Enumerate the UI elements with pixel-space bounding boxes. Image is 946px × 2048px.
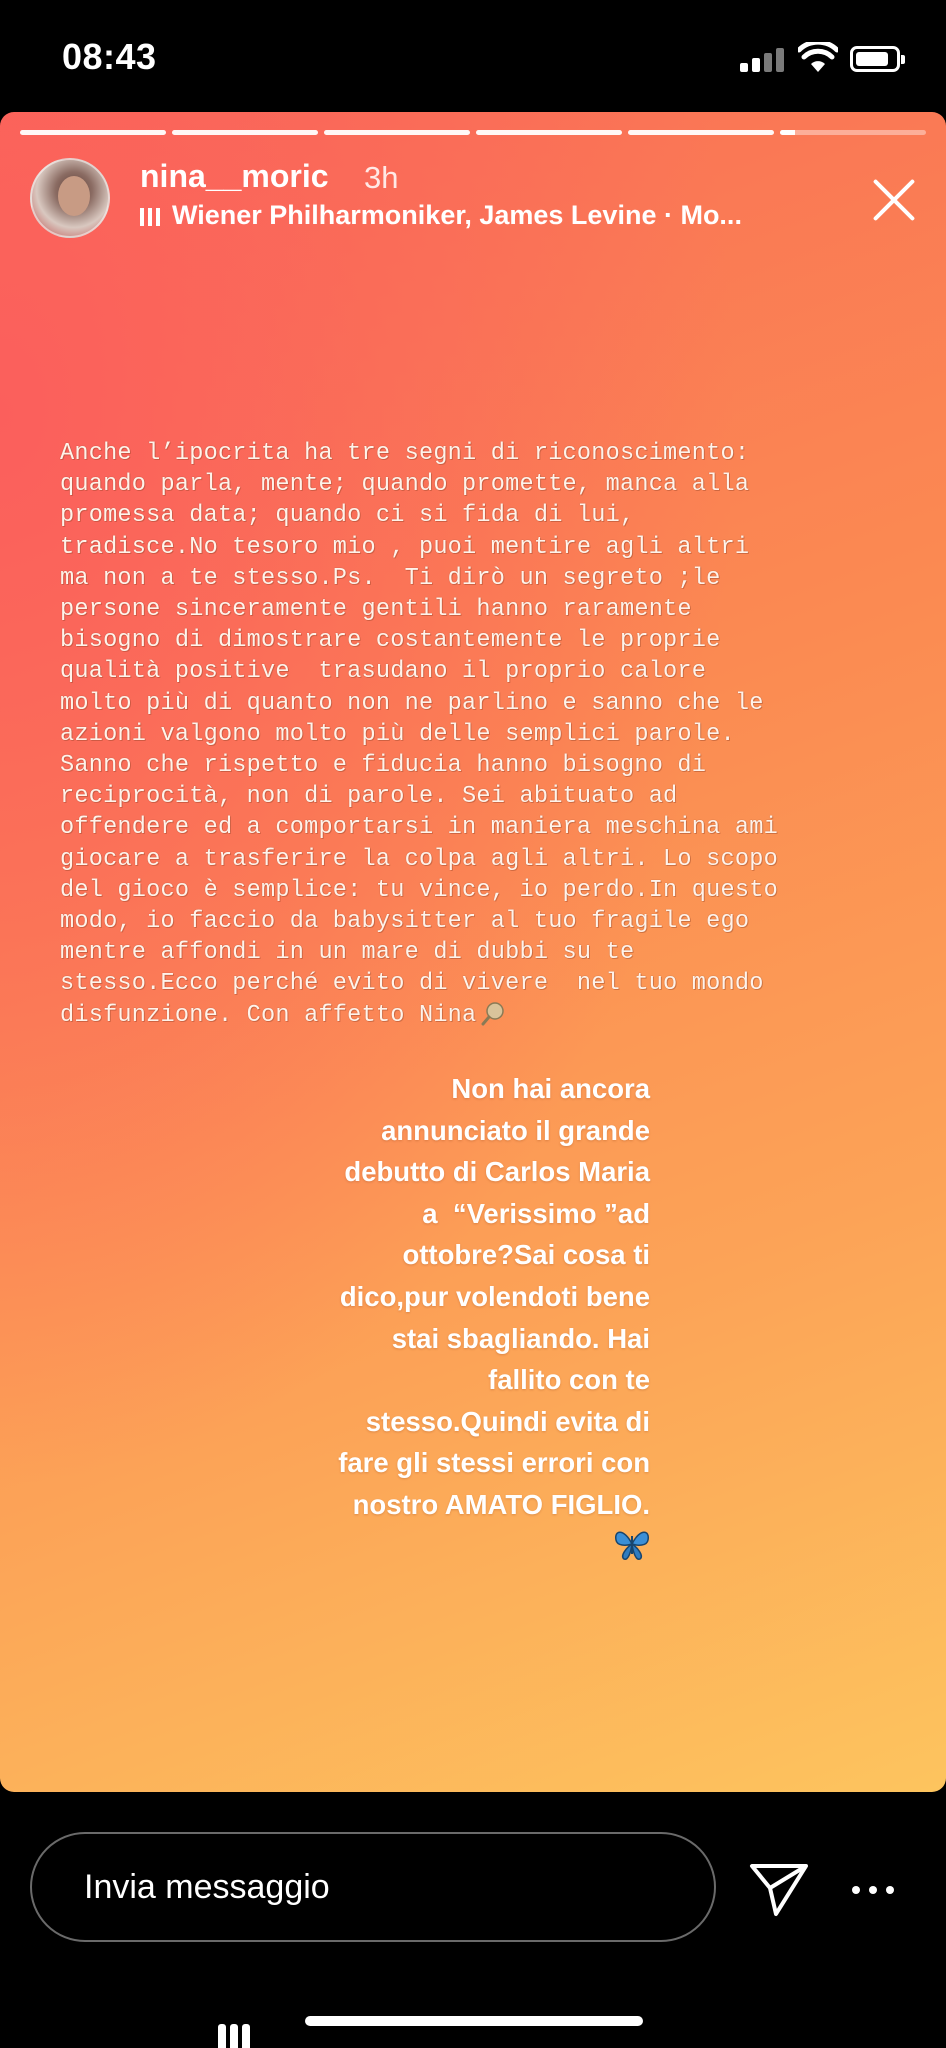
- progress-segment-current: [780, 130, 926, 135]
- status-time: 08:43: [62, 36, 157, 77]
- home-indicator[interactable]: [305, 2016, 643, 2026]
- story-time-ago: 3h: [364, 160, 399, 195]
- message-input[interactable]: [30, 1832, 716, 1942]
- story-reply-text: Non hai ancora annunciato il grande debutto di Carlos Maria a “Verissimo ”ad ottobre?Sai cosa ti dico,pur volendoti bene stai sbagliando. Hai fallito con te stesso.Quindi evita di fare gli stessi errori con nostro AMATO FIGLIO.: [338, 1073, 650, 1520]
- close-button[interactable]: [868, 174, 920, 226]
- progress-segment: [20, 130, 166, 135]
- send-icon[interactable]: [748, 1860, 810, 1918]
- battery-icon: [850, 46, 900, 72]
- progress-segment: [476, 130, 622, 135]
- progress-segment: [324, 130, 470, 135]
- music-attribution[interactable]: [140, 200, 742, 231]
- username[interactable]: nina__moric: [140, 158, 329, 194]
- quote-text-body: Anche l’ipocrita ha tre segni di riconoscimento: quando parla, mente; quando promette, manca alla promessa data; quando ci si fida di lui, tradisce.No tesoro mio , puoi mentire agli altri ma non a te stesso.Ps. Ti dirò un segreto ;le persone sinceramente gentili hanno raramente bisogno di dimostrare costantemente le proprie qualità positive trasudano il proprio calore molto più di quanto non ne parlino e sanno che le azioni valgono molto più delle semplici parole. Sanno che rispetto e fiducia hanno bisogno di reciprocità, non di parole. Sei abituato ad offendere ed a comportarsi in maniera meschina ami giocare a trasferire la colpa agli altri. Lo scopo del gioco è semplice: tu vince, io perdo.In questo modo, io faccio da babysitter al tuo fragile ego mentre affondi in un mare di dubbi su te stesso.Ecco perché evito di vivere nel tuo mondo disfunzione. Con affetto Nina: [60, 440, 778, 1029]
- story-progress-bar: [20, 130, 926, 135]
- message-placeholder: Invia messaggio: [84, 1868, 330, 1906]
- more-icon[interactable]: [852, 1886, 896, 1896]
- cellular-signal-icon: [740, 46, 786, 72]
- music-label: Wiener Philharmoniker, James Levine · Mo...: [172, 200, 742, 230]
- music-bars-icon: [140, 206, 160, 226]
- progress-segment: [628, 130, 774, 135]
- wifi-icon: [798, 42, 838, 74]
- bars-icon: [218, 2024, 258, 2048]
- story-view[interactable]: [0, 112, 946, 1792]
- lollipop-icon: [480, 1001, 506, 1027]
- progress-segment: [172, 130, 318, 135]
- status-bar: [0, 0, 946, 112]
- avatar[interactable]: [30, 158, 110, 238]
- message-bar: [0, 1792, 946, 2048]
- butterfly-icon: [612, 1524, 652, 1564]
- story-quote-text: [60, 438, 910, 1031]
